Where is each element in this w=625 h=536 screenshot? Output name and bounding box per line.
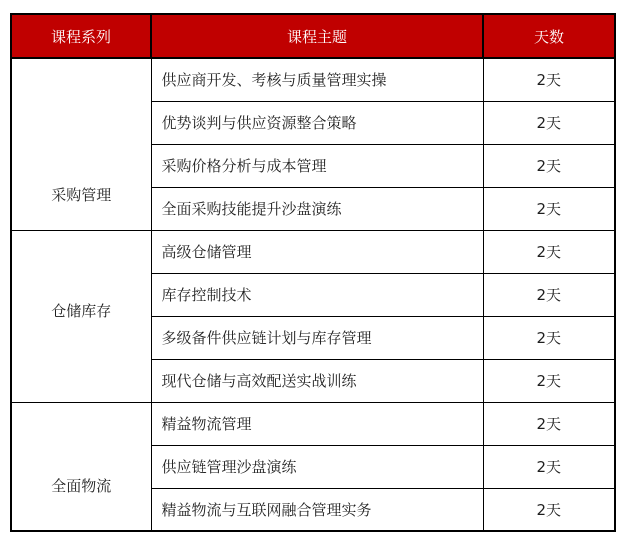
course-schedule-table (10, 13, 616, 532)
series-cell-procurement: 采购管理 (11, 58, 151, 230)
days-cell: 2天 (483, 316, 615, 359)
header-row (11, 14, 615, 58)
days-cell: 2天 (483, 144, 615, 187)
topic-cell: 精益物流与互联网融合管理实务 (151, 488, 483, 531)
days-cell: 2天 (483, 58, 615, 101)
topic-cell: 采购价格分析与成本管理 (151, 144, 483, 187)
days-cell: 2天 (483, 445, 615, 488)
topic-cell: 供应商开发、考核与质量管理实操 (151, 58, 483, 101)
topic-cell: 现代仓储与高效配送实战训练 (151, 359, 483, 402)
header-cell-course-series: 课程系列 (11, 14, 151, 58)
days-cell: 2天 (483, 187, 615, 230)
days-cell: 2天 (483, 359, 615, 402)
topic-cell: 高级仓储管理 (151, 230, 483, 273)
table-row (11, 402, 615, 445)
series-cell-warehouse-inventory: 仓储库存 (11, 230, 151, 402)
days-cell: 2天 (483, 101, 615, 144)
header-cell-course-topic: 课程主题 (151, 14, 483, 58)
days-cell: 2天 (483, 488, 615, 531)
header-cell-days: 天数 (483, 14, 615, 58)
topic-cell: 供应链管理沙盘演练 (151, 445, 483, 488)
topic-cell: 优势谈判与供应资源整合策略 (151, 101, 483, 144)
table-row (11, 230, 615, 273)
days-cell: 2天 (483, 402, 615, 445)
days-cell: 2天 (483, 273, 615, 316)
table-row (11, 58, 615, 101)
topic-cell: 多级备件供应链计划与库存管理 (151, 316, 483, 359)
days-cell: 2天 (483, 230, 615, 273)
topic-cell: 库存控制技术 (151, 273, 483, 316)
topic-cell: 全面采购技能提升沙盘演练 (151, 187, 483, 230)
topic-cell: 精益物流管理 (151, 402, 483, 445)
series-cell-logistics: 全面物流 (11, 402, 151, 531)
